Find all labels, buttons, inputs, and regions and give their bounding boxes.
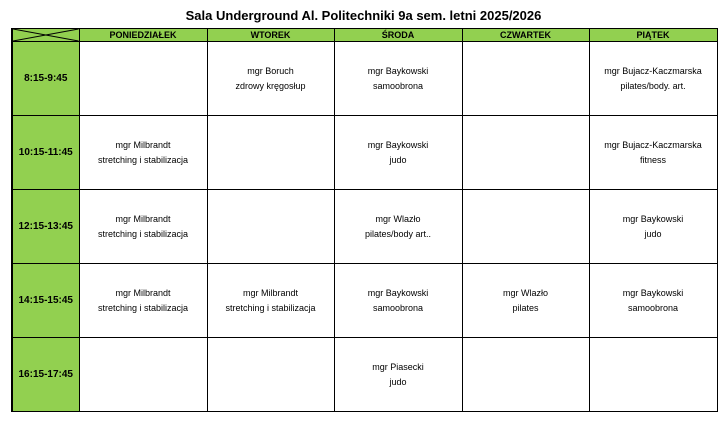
day-header-friday: PIĄTEK xyxy=(589,29,717,42)
schedule-table xyxy=(11,28,718,412)
instructor-name: mgr Wlazło xyxy=(502,287,548,298)
class-cell-tuesday xyxy=(207,264,334,338)
instructor-name: mgr Milbrandt xyxy=(115,287,171,298)
class-cell-tuesday xyxy=(207,42,334,116)
day-header-wednesday: ŚRODA xyxy=(334,29,462,42)
instructor-name: mgr Baykowski xyxy=(622,213,684,224)
class-cell-monday xyxy=(79,264,207,338)
class-cell-wednesday xyxy=(334,190,462,264)
instructor-name: mgr Baykowski xyxy=(367,287,429,298)
time-slot-label: 12:15-13:45 xyxy=(12,190,79,264)
class-cell-wednesday xyxy=(334,264,462,338)
instructor-name: mgr Baykowski xyxy=(622,287,684,298)
class-name: samoobrona xyxy=(372,80,424,91)
time-slot-label: 10:15-11:45 xyxy=(12,116,79,190)
class-name: judo xyxy=(389,376,407,387)
class-cell-friday xyxy=(589,264,717,338)
cross-icon xyxy=(13,29,79,41)
schedule-row xyxy=(12,116,717,190)
class-name: pilates xyxy=(512,302,539,313)
instructor-name: mgr Milbrandt xyxy=(242,287,298,298)
class-cell-wednesday xyxy=(334,42,462,116)
corner-cell xyxy=(12,29,79,42)
instructor-name: mgr Piasecki xyxy=(372,361,424,372)
day-header-tuesday: WTOREK xyxy=(207,29,334,42)
schedule-row xyxy=(12,338,717,412)
instructor-name: mgr Bujacz-Kaczmarska xyxy=(604,139,702,150)
class-cell-thursday xyxy=(462,42,589,116)
schedule-title: Sala Underground Al. Politechniki 9a sem. letni 2025/2026 xyxy=(185,8,542,23)
class-name: stretching i stabilizacja xyxy=(97,228,189,239)
class-name: judo xyxy=(389,154,407,165)
class-cell-friday xyxy=(589,338,717,412)
class-name: fitness xyxy=(639,154,666,165)
class-name: stretching i stabilizacja xyxy=(225,302,316,313)
instructor-name: mgr Boruch xyxy=(247,65,294,76)
time-slot-label: 14:15-15:45 xyxy=(12,264,79,338)
time-slot-label: 16:15-17:45 xyxy=(12,338,79,412)
class-name: pilates/body. art. xyxy=(620,80,686,91)
schedule-row xyxy=(12,190,717,264)
day-header-thursday: CZWARTEK xyxy=(462,29,589,42)
class-name: judo xyxy=(644,228,662,239)
instructor-name: mgr Milbrandt xyxy=(115,139,171,150)
instructor-name: mgr Milbrandt xyxy=(115,213,171,224)
class-cell-monday xyxy=(79,190,207,264)
class-cell-friday xyxy=(589,116,717,190)
class-cell-wednesday xyxy=(334,116,462,190)
class-cell-tuesday xyxy=(207,116,334,190)
class-cell-friday xyxy=(589,42,717,116)
header-row xyxy=(12,29,717,42)
class-name: samoobrona xyxy=(372,302,424,313)
class-cell-monday xyxy=(79,42,207,116)
class-cell-monday xyxy=(79,338,207,412)
class-cell-monday xyxy=(79,116,207,190)
class-name: stretching i stabilizacja xyxy=(97,154,189,165)
class-cell-thursday xyxy=(462,264,589,338)
class-cell-wednesday xyxy=(334,338,462,412)
class-cell-thursday xyxy=(462,190,589,264)
time-slot-label: 8:15-9:45 xyxy=(12,42,79,116)
class-cell-tuesday xyxy=(207,338,334,412)
instructor-name: mgr Wlazło xyxy=(375,213,421,224)
instructor-name: mgr Baykowski xyxy=(367,139,429,150)
class-name: pilates/body art.. xyxy=(364,228,432,239)
class-name: zdrowy kręgosłup xyxy=(235,80,306,91)
instructor-name: mgr Baykowski xyxy=(367,65,429,76)
class-cell-thursday xyxy=(462,116,589,190)
class-cell-friday xyxy=(589,190,717,264)
instructor-name: mgr Bujacz-Kaczmarska xyxy=(604,65,702,76)
day-header-monday: PONIEDZIAŁEK xyxy=(79,29,207,42)
class-name: stretching i stabilizacja xyxy=(97,302,189,313)
class-name: samoobrona xyxy=(627,302,679,313)
schedule-row xyxy=(12,264,717,338)
schedule-row xyxy=(12,42,717,116)
class-cell-tuesday xyxy=(207,190,334,264)
class-cell-thursday xyxy=(462,338,589,412)
